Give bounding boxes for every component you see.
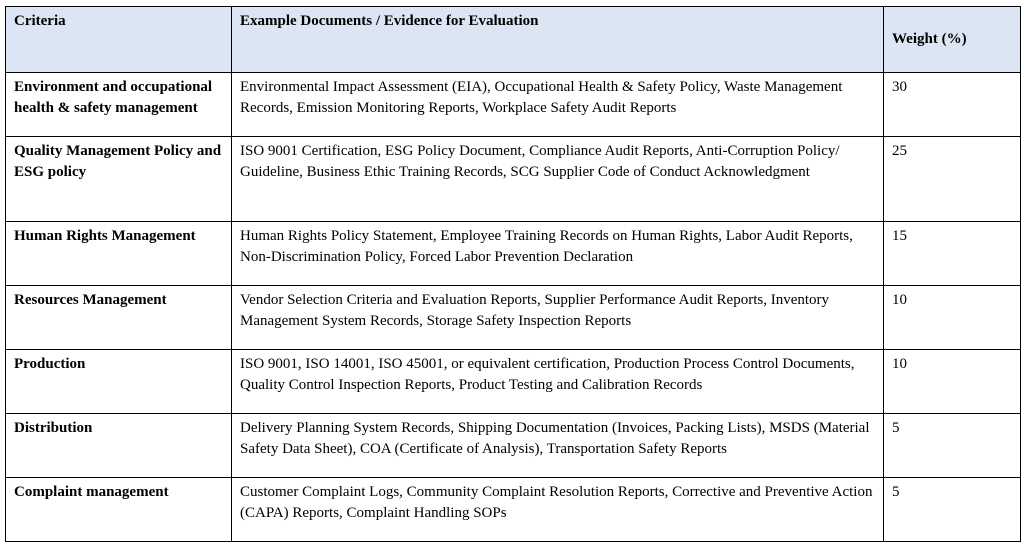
table-row — [6, 350, 1021, 414]
table-row — [6, 137, 1021, 222]
evidence-cell: Vendor Selection Criteria and Evaluation Reports, Supplier Performance Audit Reports, Inventory Management System Records, Storage Safety Inspection Reports — [232, 286, 884, 350]
evidence-cell: ISO 9001 Certification, ESG Policy Document, Compliance Audit Reports, Anti-Corruption Policy/ Guideline, Business Ethic Training Records, SCG Supplier Code of Conduct Acknowledgment — [232, 137, 884, 222]
weight-cell: 25 — [884, 137, 1021, 222]
table-row — [6, 286, 1021, 350]
table-row — [6, 478, 1021, 542]
weight-cell: 30 — [884, 73, 1021, 137]
evidence-cell: ISO 9001, ISO 14001, ISO 45001, or equivalent certification, Production Process Control Documents, Quality Control Inspection Reports, Product Testing and Calibration Records — [232, 350, 884, 414]
weight-cell: 15 — [884, 222, 1021, 286]
evidence-cell: Environmental Impact Assessment (EIA), Occupational Health & Safety Policy, Waste Management Records, Emission Monitoring Reports, Workplace Safety Audit Reports — [232, 73, 884, 137]
evidence-cell: Human Rights Policy Statement, Employee Training Records on Human Rights, Labor Audit Reports, Non-Discrimination Policy, Forced Labor Prevention Declaration — [232, 222, 884, 286]
criteria-cell: Complaint management — [6, 478, 232, 542]
table-row — [6, 73, 1021, 137]
header-evidence: Example Documents / Evidence for Evaluation — [232, 7, 884, 73]
criteria-cell: Resources Management — [6, 286, 232, 350]
evaluation-criteria-table — [5, 6, 1021, 542]
header-criteria: Criteria — [6, 7, 232, 73]
criteria-cell: Production — [6, 350, 232, 414]
header-weight: Weight (%) — [884, 7, 1021, 73]
evidence-cell: Delivery Planning System Records, Shipping Documentation (Invoices, Packing Lists), MSDS (Material Safety Data Sheet), COA (Certificate of Analysis), Transportation Safety Reports — [232, 414, 884, 478]
weight-cell: 10 — [884, 350, 1021, 414]
evidence-cell: Customer Complaint Logs, Community Complaint Resolution Reports, Corrective and Preventive Action (CAPA) Reports, Complaint Handling SOPs — [232, 478, 884, 542]
criteria-cell: Environment and occupational health & safety management — [6, 73, 232, 137]
criteria-cell: Human Rights Management — [6, 222, 232, 286]
table-row — [6, 414, 1021, 478]
criteria-cell: Distribution — [6, 414, 232, 478]
weight-cell: 5 — [884, 414, 1021, 478]
criteria-cell: Quality Management Policy and ESG policy — [6, 137, 232, 222]
weight-cell: 10 — [884, 286, 1021, 350]
table-header — [6, 7, 1021, 73]
header-row — [6, 7, 1021, 73]
table-body — [6, 73, 1021, 542]
table-row — [6, 222, 1021, 286]
weight-cell: 5 — [884, 478, 1021, 542]
